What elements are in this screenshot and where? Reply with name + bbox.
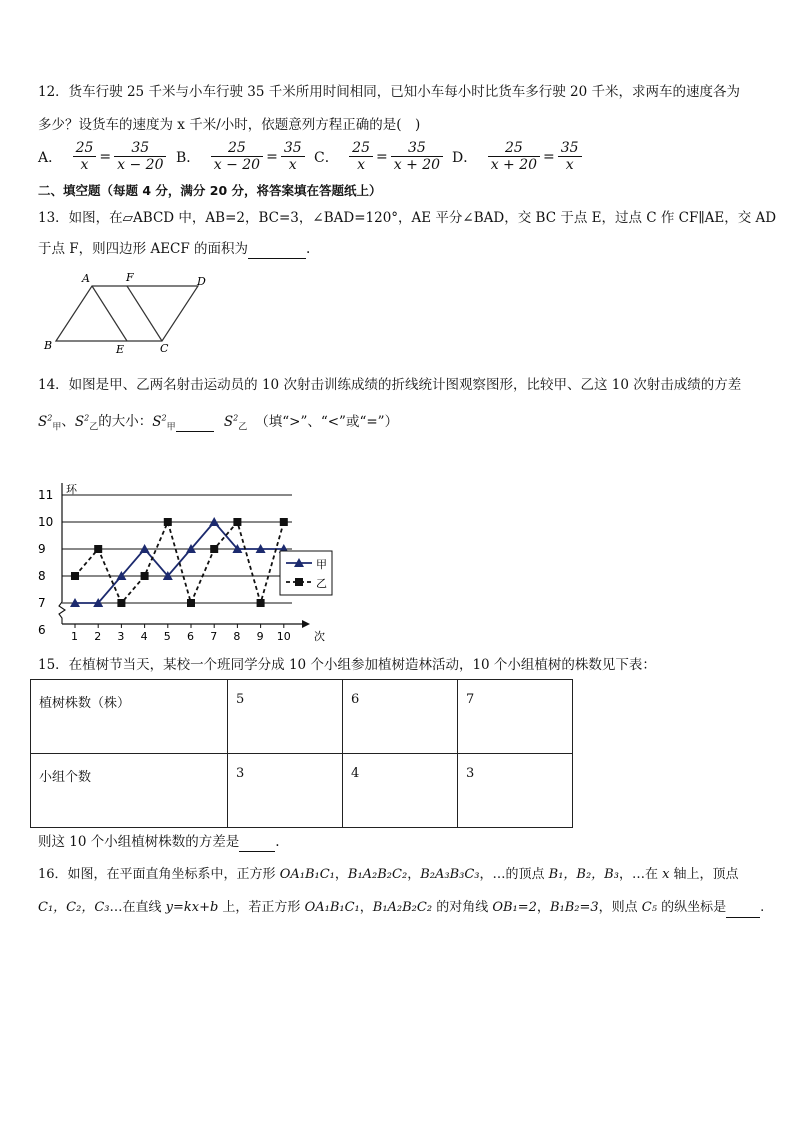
legend-marker-yi xyxy=(295,578,303,586)
point-yi xyxy=(94,545,102,553)
y-axis-label: 环 xyxy=(66,483,77,496)
y-tick-label: 6 xyxy=(38,623,46,637)
numerator: 35 xyxy=(281,140,305,157)
numerator: 35 xyxy=(391,140,443,157)
series-line-jia xyxy=(75,522,284,603)
y-tick-labels xyxy=(38,488,53,637)
equals-sign: = xyxy=(266,148,278,165)
label-d: D xyxy=(197,275,206,288)
q14-hint: （填“>”、“<”或“=”） xyxy=(255,413,399,430)
fraction xyxy=(211,140,263,173)
denominator: x xyxy=(288,157,297,173)
label-b: B xyxy=(44,339,53,352)
q14-line2 xyxy=(38,409,398,436)
option-label: D． xyxy=(452,149,478,166)
x-tick-label: 7 xyxy=(210,630,218,643)
q15-text: 则这 10 个小组植树株数的方差是 xyxy=(38,834,240,850)
y-tick-label: 10 xyxy=(38,515,54,529)
answer-blank[interactable] xyxy=(239,833,275,852)
option-label: C． xyxy=(314,149,339,166)
equals-sign: = xyxy=(543,148,555,165)
q12-option-b[interactable] xyxy=(176,140,305,173)
fraction xyxy=(281,140,305,173)
numerator: 25 xyxy=(488,140,540,157)
fraction xyxy=(114,140,166,173)
q12-line2: 多少？设货车的速度为 x 千米/小时，依题意列方程正确的是( ) xyxy=(38,117,421,133)
x-axis-arrow xyxy=(302,620,310,628)
denominator: x + 20 xyxy=(490,157,538,173)
parallelogram-figure xyxy=(38,268,218,358)
label-f: F xyxy=(126,271,134,284)
point-yi xyxy=(233,518,241,526)
equals-sign: = xyxy=(99,148,112,165)
table-header-cell: 植树株数（株） xyxy=(31,680,228,754)
x-tick-label: 3 xyxy=(117,630,125,643)
denominator: x + 20 xyxy=(393,157,441,173)
x-tick-label: 5 xyxy=(163,630,171,643)
q13-line2 xyxy=(38,240,310,259)
option-label: A． xyxy=(38,149,63,166)
x-tick-label: 2 xyxy=(94,630,102,643)
x-tick-label: 4 xyxy=(140,630,148,643)
numerator: 35 xyxy=(114,140,166,157)
point-yi xyxy=(280,518,288,526)
fraction xyxy=(349,140,373,173)
answer-blank[interactable] xyxy=(248,240,306,259)
x-tick-label: 8 xyxy=(233,630,241,643)
label-a: A xyxy=(82,272,90,285)
q12-option-a[interactable] xyxy=(38,140,166,173)
y-tick-label: 7 xyxy=(38,596,46,610)
point-yi xyxy=(141,572,149,580)
fraction xyxy=(558,140,582,173)
q14-text: 的大小： xyxy=(98,413,153,430)
shooting-line-chart xyxy=(30,448,340,646)
q16-line2: C₁，C₂，C₃…在直线 y=kx+b 上，若正方形 OA₁B₁C₁，B₁A₂B₂C₂ 的对角线 OB₁=2，B₁B₂=3，则点 C₅ 的纵坐标是 . xyxy=(38,899,764,918)
table-row xyxy=(31,680,573,754)
chart-legend xyxy=(280,551,332,595)
fraction xyxy=(73,140,97,173)
parallelogram-abcd xyxy=(56,286,198,341)
q14-line1: 14．如图是甲、乙两名射击运动员的 10 次射击训练成绩的折线统计图观察图形，比较甲、乙这 10 次射击成绩的方差 xyxy=(38,377,742,393)
point-yi xyxy=(164,518,172,526)
variance-yi-2: $S^2_乙$ xyxy=(223,413,248,433)
table-cell: 3 xyxy=(228,754,343,828)
legend-label-jia: 甲 xyxy=(316,558,327,571)
variance-jia: $S^2_甲$ xyxy=(38,413,62,433)
tree-table xyxy=(30,679,573,828)
x-tick-labels xyxy=(71,630,291,643)
denominator: x − 20 xyxy=(117,157,164,173)
numerator: 35 xyxy=(558,140,582,157)
table-row xyxy=(31,754,573,828)
x-axis-label: 次 xyxy=(314,630,325,643)
point-yi xyxy=(257,599,265,607)
equals-sign: = xyxy=(376,148,388,165)
legend-label-yi: 乙 xyxy=(316,577,327,590)
axis-break xyxy=(59,602,65,624)
q16-line1: 16．如图，在平面直角坐标系中，正方形 OA₁B₁C₁，B₁A₂B₂C₂，B₂A₃B₃C₃，…的顶点 B₁，B₂，B₃，…在 x 轴上，顶点 xyxy=(38,867,739,882)
segment-ae xyxy=(92,286,127,341)
q12-line1: 12．货车行驶 25 千米与小车行驶 35 千米所用时间相同，已知小车每小时比货车多行驶 20 千米，求两车的速度各为 xyxy=(38,84,740,100)
denominator: x − 20 xyxy=(213,157,261,173)
point-yi xyxy=(71,572,79,580)
x-tick-label: 10 xyxy=(276,630,291,643)
numerator: 25 xyxy=(73,140,97,157)
denominator: x xyxy=(80,157,89,173)
x-tick-label: 1 xyxy=(71,630,78,643)
table-cell: 6 xyxy=(343,680,458,754)
period: . xyxy=(306,241,311,257)
q12-option-c[interactable] xyxy=(314,140,443,173)
segment-fc xyxy=(127,286,162,341)
y-tick-label: 8 xyxy=(38,569,46,583)
q15-line1: 15．在植树节当天，某校一个班同学分成 10 个小组参加植树造林活动，10 个小组植树的株数见下表： xyxy=(38,657,656,673)
fraction xyxy=(488,140,540,173)
x-tick-label: 9 xyxy=(256,630,264,643)
x-tick-label: 6 xyxy=(187,630,194,643)
label-c: C xyxy=(160,342,169,355)
numerator: 25 xyxy=(349,140,373,157)
answer-blank[interactable] xyxy=(726,899,760,918)
y-tick-label: 11 xyxy=(38,488,54,502)
q12-option-d[interactable] xyxy=(452,140,582,173)
table-cell: 4 xyxy=(343,754,458,828)
table-header-cell: 小组个数 xyxy=(31,754,228,828)
variance-yi: $S^2_乙$ xyxy=(74,413,99,433)
q13-line1: 13．如图，在▱ABCD 中，AB=2，BC=3，∠BAD=120°，AE 平分∠BAD，交 BC 于点 E，过点 C 作 CF∥AE，交 AD xyxy=(38,210,777,226)
label-e: E xyxy=(116,343,125,356)
table-cell: 5 xyxy=(228,680,343,754)
denominator: x xyxy=(565,157,574,173)
separator: 、 xyxy=(61,413,75,430)
denominator: x xyxy=(357,157,366,173)
y-tick-label: 9 xyxy=(38,542,46,556)
table-cell: 3 xyxy=(458,754,573,828)
point-yi xyxy=(117,599,125,607)
chart-series xyxy=(70,517,289,607)
point-yi xyxy=(210,545,218,553)
table-cell: 7 xyxy=(458,680,573,754)
variance-jia-2: $S^2_甲$ xyxy=(152,413,176,433)
section-heading: 二、填空题（每题 4 分，满分 20 分，将答案填在答题纸上） xyxy=(38,183,382,198)
option-label: B． xyxy=(176,149,201,166)
fraction xyxy=(391,140,443,173)
numerator: 25 xyxy=(211,140,263,157)
q13-text: 于点 F，则四边形 AECF 的面积为 xyxy=(38,241,249,257)
answer-blank[interactable] xyxy=(176,413,214,432)
point-yi xyxy=(187,599,195,607)
q15-after xyxy=(38,833,280,852)
period: . xyxy=(275,834,280,850)
